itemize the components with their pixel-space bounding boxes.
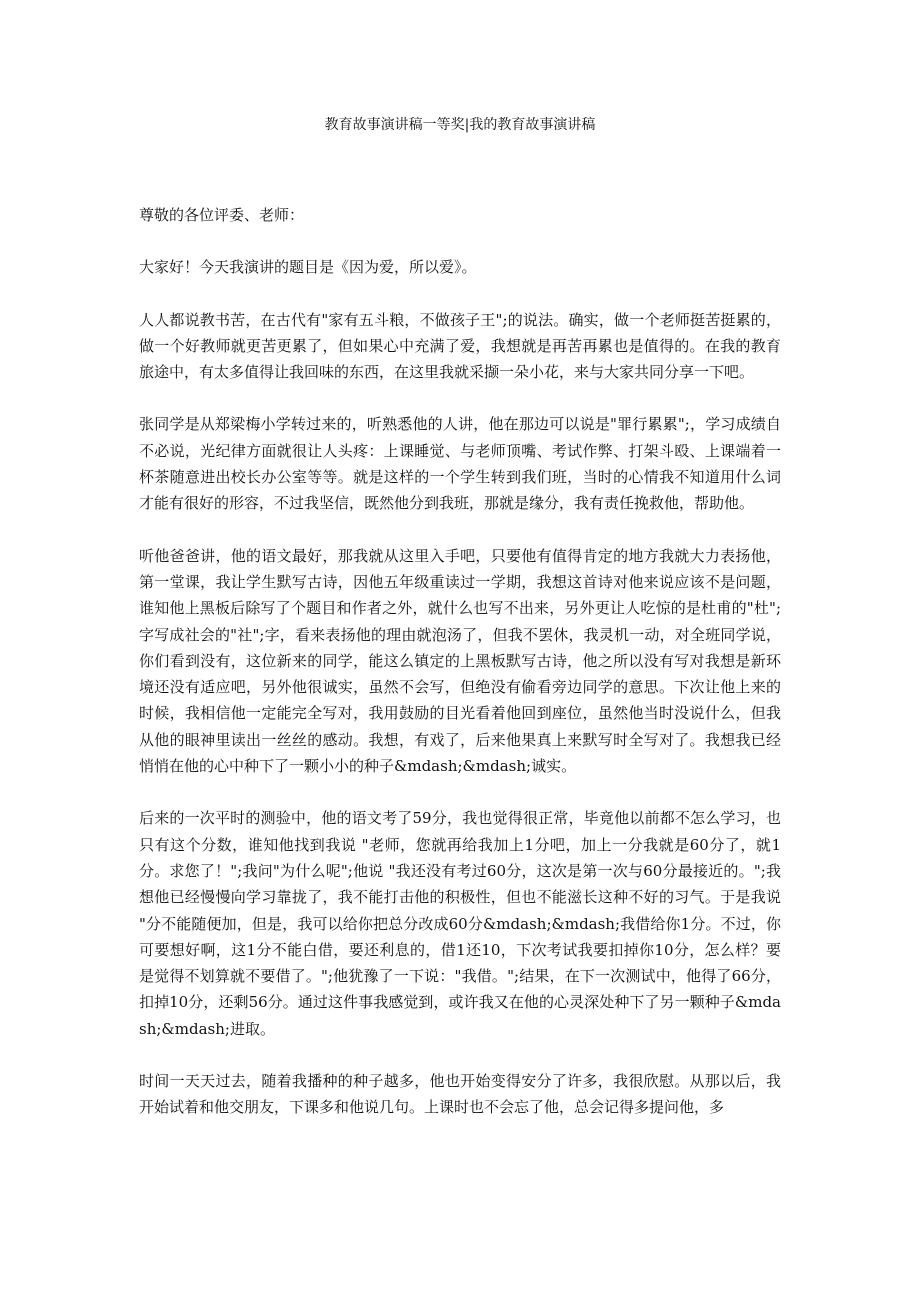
greeting-paragraph: 大家好！今天我演讲的题目是《因为爱，所以爱》。 — [139, 258, 477, 277]
document-body — [139, 202, 781, 1147]
body-paragraph: 人人都说教书苦，在古代有"家有五斗粮，不做孩子王";的说法。确实，做一个老师挺苦挺累的，做一个好教师就更苦更累了，但如果心中充满了爱，我想就是再苦再累也是值得的。在我的教育旅途中，有太多值得让我回味的东西，在这里我就采撷一朵小花，来与大家共同分享一下吧。 — [139, 310, 781, 382]
body-paragraph: 后来的一次平时的测验中，他的语文考了59分，我也觉得很正常，毕竟他以前都不怎么学习，也只有这个分数，谁知他找到我说 "老师，您就再给我加上1分吧，加上一分我就是60分了，就1分。求您了！";我问"为什么呢";他说 "我还没有考过60分，这次是第一次与60分最接近的。";我想他已经慢慢向学习靠拢了，我不能打击他的积极性，但也不能滋长这种不好的习气。于是我说 "分不能随便加，但是，我可以给你把总分改成60分&mdash;&mdash;我借给你1分。不过，你可要想好啊，这1分不能白借，要还利息的，借1还10，下次考试我要扣掉你10分，怎么样？要是觉得不划算就不要借了。";他犹豫了一下说："我借。";结果，在下一次测试中，他得了66分，扣掉10分，还剩56分。通过这件事我感觉到，或许我又在他的心灵深处种下了另一颗种子&mdash;&mdash;进取。 — [139, 809, 781, 1038]
document-title: 教育故事演讲稿一等奖|我的教育故事演讲稿 — [324, 117, 596, 133]
body-paragraph: 听他爸爸讲，他的语文最好，那我就从这里入手吧，只要他有值得肯定的地方我就大力表扬他，第一堂课，我让学生默写古诗，因他五年级重读过一学期，我想这首诗对他来说应该不是问题，谁知他上黑板后除写了个题目和作者之外，就什么也写不出来，另外更让人吃惊的是杜甫的"杜";字写成社会的"社";字，看来表扬他的理由就泡汤了，但我不罢休，我灵机一动，对全班同学说，你们看到没有，这位新来的同学，能这么镇定的上黑板默写古诗，他之所以没有写对我想是新环境还没有适应吧，另外他很诚实，虽然不会写，但绝没有偷看旁边同学的意思。下次让他上来的时候，我相信他一定能完全写对，我用鼓励的目光看着他回到座位，虽然他当时没说什么，但我从他的眼神里读出一丝丝的感动。我想，有戏了，后来他果真上来默写时全写对了。我想我已经悄悄在他的心中种下了一颗小小的种子&mdash;&mdash;诚实。 — [139, 546, 781, 776]
salutation-paragraph: 尊敬的各位评委、老师： — [139, 206, 305, 224]
body-paragraph: 时间一天天过去，随着我播种的种子越多，他也开始变得安分了许多，我很欣慰。从那以后，我开始试着和他交朋友，下课多和他说几句。上课时也不会忘了他，总会记得多提问他，多 — [139, 1072, 781, 1117]
body-paragraph: 张同学是从郑梁梅小学转过来的，听熟悉他的人讲，他在那边可以说是"罪行累累";，学习成绩自不必说，光纪律方面就很让人头疼：上课睡觉、与老师顶嘴、考试作弊、打架斗殴、上课端着一杯茶随意进出校长办公室等等。就是这样的一个学生转到我们班，当时的心情我不知道用什么词才能有很好的形容，不过我坚信，既然他分到我班，那就是缘分，我有责任挽救他，帮助他。 — [139, 415, 781, 513]
